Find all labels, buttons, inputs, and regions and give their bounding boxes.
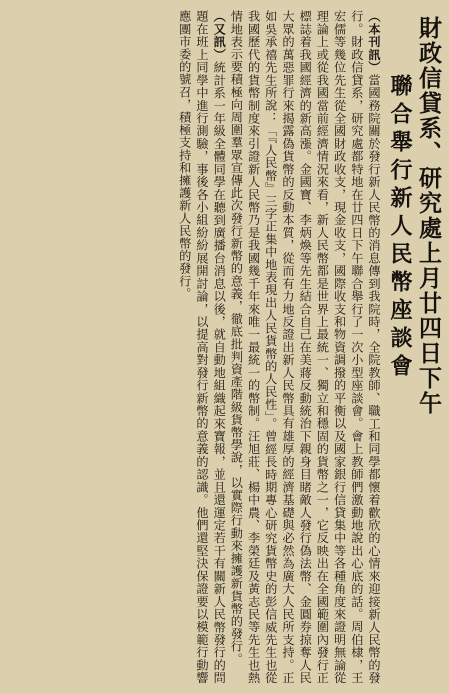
paragraph-text-1: 當國務院關於發行新人民幣的消息傳到我院時，全院教師、職工和同學都懷着歡欣的心情來迎接新人民幣的發行。財政信貸系，研究處都特地在廿四日下午聯合舉行了一次小型座談會。會上教師們激動地說出心底的話。周伯棣，王宏儒等幾位先生從全國財政收支，現金收支，國際收支和物資調撥的平衡以及國家銀行信貸集中等各種角度來證明無論從理論上或從我國當前經濟情況來看，新人民幣都是世界上最統一、獨立和穩固的貨幣之一，它反映出在全國範圍內發行正標誌着我國經濟的新高漲。金國寶、李炳煥等先生結合自己在美蔣反動統治下親身目睹敵人發行偽法幣、金圓券掠奪人民大眾的萬惡罪行來揭露偽貨幣的反動本質，從而有力地反證出新人民幣具有雄厚的經濟基礎與必然為廣大人民所支持。正如吳承禧先生所說：「『人民幣』三字正集中地表現出人民貨幣的人民性」。曾經長時期專心研究貨幣史的彭信威先生也從我國歷代的貨幣制度來引證新人民幣乃是我國幾千年來唯一最統一的幣制。汪旭莊、楊中農、李榮廷及黃志民等先生也熱情地表示要積極向周圍羣眾宣傳此次發行新幣的意義，徹底批判資產階級貨幣學說，以實際行動來擁護新貨幣的發行。 — [229, 10, 381, 684]
dateline-1: （本刊訊） — [367, 10, 381, 74]
paragraph-text-2: 統計系一年級全體同學在聽到廣播台消息以後，就自動地組織起來寶報，並且還運定若干有關新人民幣發行的問題在班上同學中進行測驗，事後各小組紛紛展開討論，以提高對發行新幣的意義的認識。他們還堅決保證要以模範行動響應團市委的號召，積極支持和擁護新人民幣的發行。 — [177, 10, 227, 684]
headline-block — [388, 10, 439, 684]
headline-line-1: 財政信貸系、研究處上月廿四日下午 — [415, 16, 441, 416]
article-body — [8, 10, 382, 684]
article-paragraph-2 — [176, 10, 228, 684]
dateline-2: （又訊） — [212, 10, 227, 61]
headline-line-2: 聯合舉行新人民幣座談會 — [387, 74, 412, 382]
article-paragraph-1 — [227, 10, 382, 684]
